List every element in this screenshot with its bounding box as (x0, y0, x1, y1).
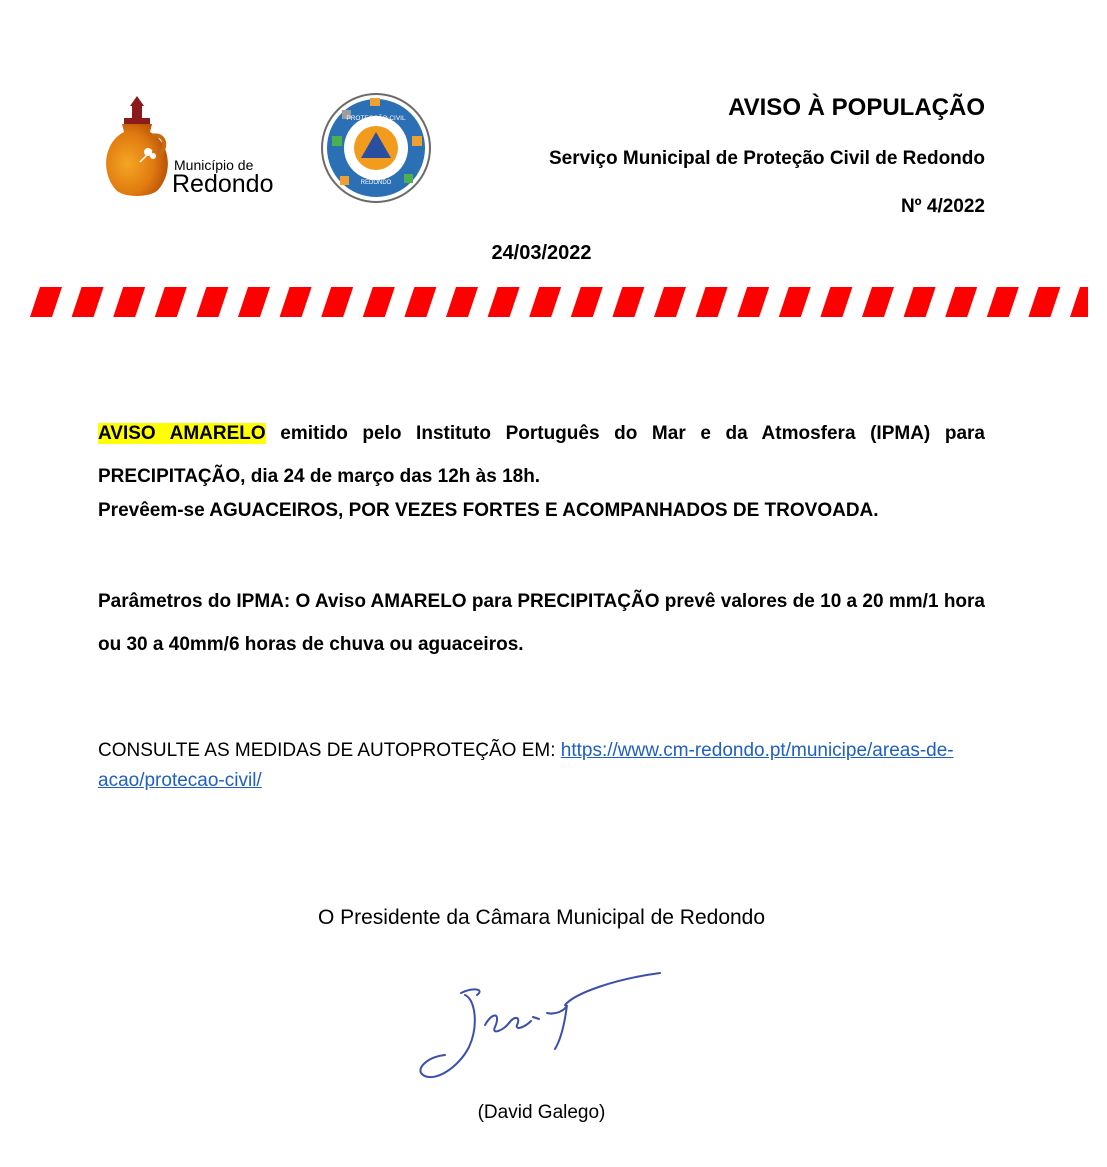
warning-description: emitido pelo Instituto Português do Mar e da Atmosfera (IPMA) para PRECIPITAÇÃO, dia 24 de março das 12h às 18h. (98, 423, 985, 487)
municipio-logo-line1: Município de (174, 157, 254, 173)
warning-stripe (321, 287, 353, 317)
protecao-civil-link[interactable]: https://www.cm-redondo.pt/municipe/areas-de-acao/protecao-civil/ (98, 740, 954, 791)
municipio-redondo-logo (92, 92, 302, 202)
notice-title: AVISO À POPULAÇÃO (728, 94, 985, 121)
warning-stripe (155, 287, 187, 317)
warning-stripe (1028, 287, 1060, 317)
warning-stripe (404, 287, 436, 317)
warning-stripe (612, 287, 644, 317)
warning-level-highlight: AVISO AMARELO (98, 423, 266, 444)
warning-paragraph (98, 412, 985, 498)
protecao-logo-bottom-text: REDONDO (360, 180, 392, 186)
warning-stripe (862, 287, 894, 317)
warning-stripe (945, 287, 977, 317)
handwritten-signature (415, 965, 665, 1090)
warning-stripe (904, 287, 936, 317)
warning-stripe (363, 287, 395, 317)
warning-stripe (987, 287, 1019, 317)
warning-stripe (654, 287, 686, 317)
warning-stripe (696, 287, 728, 317)
warning-stripe (196, 287, 228, 317)
self-protection-label: CONSULTE AS MEDIDAS DE AUTOPROTEÇÃO EM: (98, 740, 561, 761)
warning-stripe (820, 287, 852, 317)
warning-stripe (113, 287, 145, 317)
forecast-paragraph: Prevêem-se AGUACEIROS, POR VEZES FORTES E ACOMPANHADOS DE TROVOADA. (98, 500, 879, 521)
warning-stripe (72, 287, 104, 317)
ipma-parameters-paragraph: Parâmetros do IPMA: O Aviso AMARELO para PRECIPITAÇÃO prevê valores de 10 a 20 mm/1 hora ou 30 a 40mm/6 horas de chuva ou aguaceiros. (98, 591, 985, 655)
protecao-logo-top-text: PROTECÇÃO CIVIL (346, 115, 406, 122)
warning-stripe (238, 287, 270, 317)
issuing-service: Serviço Municipal de Proteção Civil de Redondo (548, 148, 985, 169)
warning-stripe (779, 287, 811, 317)
signatory-name: (David Galego) (477, 1102, 606, 1123)
signature-title: O Presidente da Câmara Municipal de Redondo (317, 906, 766, 929)
protecao-civil-logo (320, 92, 436, 204)
warning-stripe (1070, 287, 1088, 317)
notice-date: 24/03/2022 (491, 242, 592, 264)
warning-stripe-band (28, 287, 1088, 317)
warning-stripe (571, 287, 603, 317)
municipio-logo-line2: Redondo (172, 170, 274, 198)
self-protection-paragraph (98, 736, 985, 796)
warning-stripe (488, 287, 520, 317)
warning-stripe (737, 287, 769, 317)
notice-number: Nº 4/2022 (900, 196, 985, 217)
warning-stripe (280, 287, 312, 317)
warning-stripe (446, 287, 478, 317)
warning-stripe (529, 287, 561, 317)
warning-stripe (30, 287, 62, 317)
